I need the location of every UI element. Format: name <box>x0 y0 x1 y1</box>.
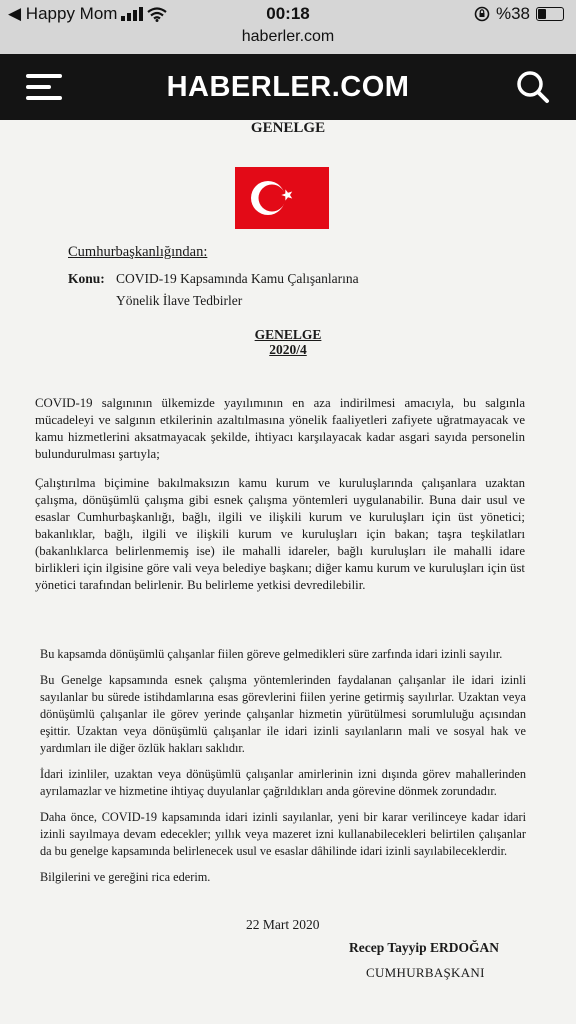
document-heading: GENELGE <box>250 120 326 136</box>
status-right <box>474 4 564 24</box>
battery-icon <box>536 7 564 21</box>
crescent-star-icon <box>235 167 329 229</box>
subject-line: Yönelik İlave Tedbirler <box>116 293 243 308</box>
document-image <box>0 120 576 1024</box>
body-paragraphs <box>35 395 525 606</box>
site-header <box>0 54 576 120</box>
paragraph: Bu Genelge kapsamında esnek çalışma yöntemlerinden faydalanan çalışanlar ile idari izinli sayılanlar bu sürede istihdamlarına esas görevlerini fiilen yerine getirmiş sayılırlar. Uzaktan veya dönüşümlü çalışanlar ile görev yerinde çalışanlar hizmetin yürütülmesi sorumluluğu açısından eşittir. Uzaktan veya dönüşümlü çalışanlar ile idari izinli sayılanların mali ve sosyal hak ve yardımları ile diğer özlük hakları saklıdır. <box>40 673 526 755</box>
subject-line: COVID-19 Kapsamında Kamu Çalışanlarına <box>116 271 359 286</box>
body-paragraphs-2 <box>40 646 526 895</box>
paragraph: Çalıştırılma biçimine bakılmaksızın kamu kurum ve kuruluşlarında çalışanlara uzaktan çalışma, dönüşümlü çalışma gibi esnek çalışma yöntemleri uygulanabilir. Buna dair usul ve esaslar Cumhurbaşkanlığı, bağlı, ilgili ve ilişkili kurum ve kuruluşları için üst yönetici; bakanlıklar, bağlı, ilgili ve ilişkili kurum ve kuruluşları için bakan; taşra teşkilatları (bakanlıklarca belirlenmemiş ise) ile mahalli idareler, bağlı kuruluşları ile mahalli idare birlikleri için ilgisine göre vali veya belediye başkanı; diğer kamu kurum ve kuruluşları için üst yönetici tarafından belirlenir. Bu belirleme yetkisi devredilebilir. <box>35 476 525 592</box>
subject-block <box>68 268 359 312</box>
circular-number: 2020/4 <box>269 342 307 357</box>
paragraph: Daha önce, COVID-19 kapsamında idari izinli sayılanlar, yeni bir karar verilinceye kadar idari izinli sayılmaya devam edecekler; yıllık veya mazeret izni kullanabilecekleri belirtilen çalışanlar da bu genelge kapsamında belirlenecek usul ve esaslar dâhilinde idari izinli sayılabileceklerdir. <box>40 810 526 858</box>
signer-name: Recep Tayyip ERDOĞAN <box>349 940 500 955</box>
site-logo[interactable]: HABERLER.COM <box>166 71 410 103</box>
back-to-app-link[interactable]: ◀ Happy Mom <box>8 4 118 23</box>
issuing-authority: Cumhurbaşkanlığından: <box>68 244 208 260</box>
signer-title: CUMHURBAŞKANI <box>366 965 485 980</box>
status-bar <box>0 0 576 54</box>
search-icon[interactable] <box>516 70 550 104</box>
paragraph: Bu kapsamda dönüşümlü çalışanlar fiilen göreve gelmedikleri süre zarfında idari izinli sayılır. <box>40 647 503 661</box>
subject-label: Konu: <box>68 271 105 286</box>
battery-percent: %38 <box>495 4 530 23</box>
circular-title <box>0 327 576 357</box>
circular-heading: GENELGE <box>254 327 322 342</box>
rotation-lock-icon <box>474 6 490 22</box>
clock: 00:18 <box>266 4 310 23</box>
paragraph: COVID-19 salgınının ülkemizde yayılımının en aza indirilmesi amacıyla, bu salgınla mücadeleyi ve salgının etkilerinin azaltılmasına yönelik faaliyetleri zafiyete uğratmayacak ve kamu hizmetlerini aksatmayacak şekilde, ihtiyacı karşılayacak kadar asgari sayıda personelin bulundurulması şartıyla; <box>35 396 525 461</box>
turkish-flag <box>235 167 329 229</box>
url-bar[interactable]: haberler.com <box>241 28 335 45</box>
document-date: 22 Mart 2020 <box>246 917 320 932</box>
battery-fill <box>538 9 546 19</box>
paragraph: İdari izinliler, uzaktan veya dönüşümlü çalışanlar amirlerinin izni dışında görev mahallerinden ayrılamazlar ve hizmetine ihtiyaç duyulanlar çağrıldıkları anda görevine dönmek zorundadır. <box>40 767 526 798</box>
paragraph: Bilgilerini ve gereğini rica ederim. <box>40 870 211 884</box>
